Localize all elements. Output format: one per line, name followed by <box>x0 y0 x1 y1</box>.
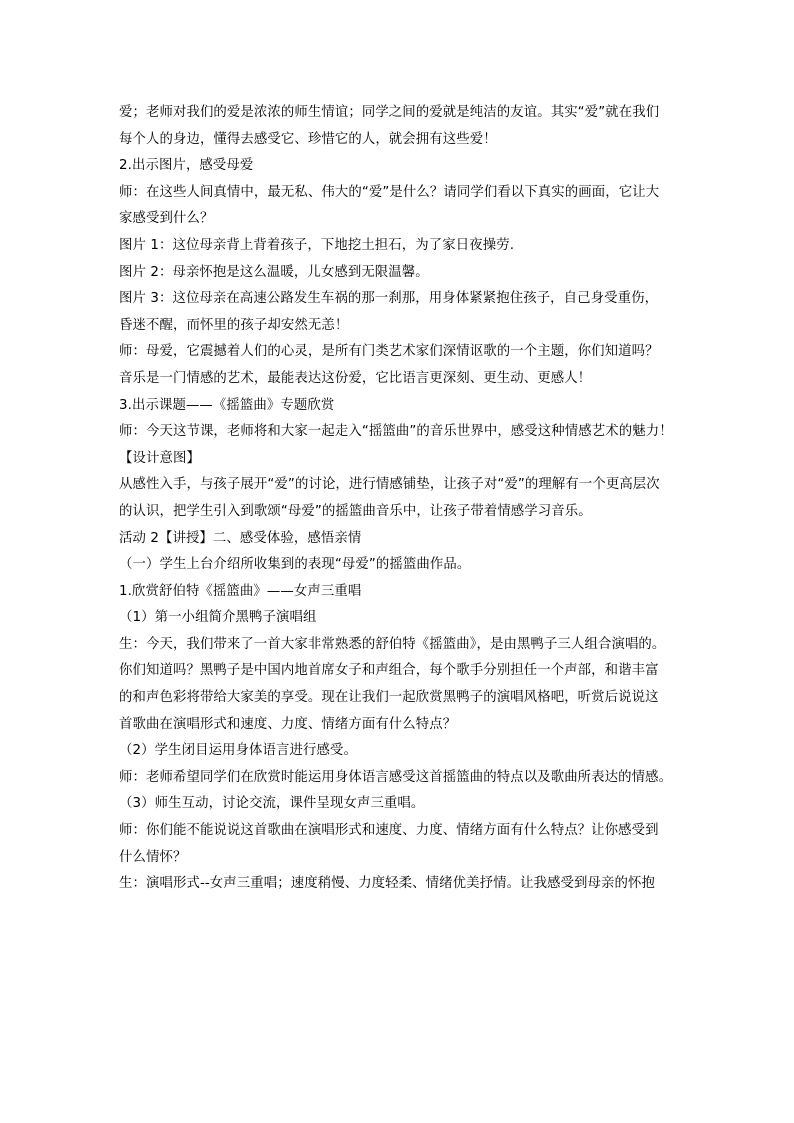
text-line: 图片 2：母亲怀抱是这么温暖，儿女感到无限温馨。 <box>119 264 429 280</box>
text-line: 师：在这些人间真情中，最无私、伟大的“爱”是什么？请同学们看以下真实的画面，它让大 <box>119 184 660 200</box>
text-line: （3）师生互动，讨论交流，课件呈现女声三重唱。 <box>119 796 425 812</box>
text-line: 师：你们能不能说说这首歌曲在演唱形式和速度、力度、情绪方面有什么特点？让你感受到 <box>119 823 659 839</box>
document-page <box>119 100 679 898</box>
text-line: 你们知道吗？黑鸭子是中国内地首席女子和声组合，每个歌手分别担任一个声部，和谐丰富 <box>119 663 659 679</box>
text-line: 家感受到什么？ <box>119 211 214 227</box>
text-line: 生：今天，我们带来了一首大家非常熟悉的舒伯特《摇篮曲》，是由黑鸭子三人组合演唱的。 <box>119 636 666 652</box>
section-heading: 活动 2【讲授】二、感受体验，感悟亲情 <box>119 530 362 546</box>
section-heading: 1.欣赏舒伯特《摇篮曲》——女声三重唱 <box>119 583 362 599</box>
text-line: 的认识，把学生引入到歌颂“母爱”的摇篮曲音乐中，让孩子带着情感学习音乐。 <box>119 503 592 519</box>
text-line: 生：演唱形式--女声三重唱；速度稍慢、力度轻柔、情绪优美抒情。让我感受到母亲的怀抱 <box>119 876 655 892</box>
section-heading: 3.出示课题——《摇篮曲》专题欣赏 <box>119 397 335 413</box>
text-line: 图片 3：这位母亲在高速公路发生车祸的那一刹那，用身体紧紧抱住孩子，自己身受重伤， <box>119 291 659 307</box>
text-line: 师：今天这节课，老师将和大家一起走入“摇篮曲”的音乐世界中，感受这种情感艺术的魅力！ <box>119 424 673 440</box>
text-line: 从感性入手，与孩子展开“爱”的讨论，进行情感铺垫，让孩子对“爱”的理解有一个更高层次 <box>119 477 660 493</box>
text-line: 师：母爱，它震撼着人们的心灵，是所有门类艺术家们深情讴歌的一个主题，你们知道吗？ <box>119 344 659 360</box>
text-line: （1）第一小组简介黑鸭子演唱组 <box>119 610 317 626</box>
text-line: （一）学生上台介绍所收集到的表现“母爱”的摇篮曲作品。 <box>119 557 471 573</box>
text-line: 的和声色彩将带给大家美的享受。现在让我们一起欣赏黑鸭子的演唱风格吧，听赏后说说这 <box>119 690 659 706</box>
text-line: 音乐是一门情感的艺术，最能表达这份爱，它比语言更深刻、更生动、更感人！ <box>119 370 592 386</box>
text-line: 图片 1：这位母亲背上背着孩子，下地挖土担石，为了家日夜操劳. <box>119 237 515 253</box>
text-line: （2）学生闭目运用身体语言进行感受。 <box>119 743 357 759</box>
text-line: 什么情怀？ <box>119 849 187 865</box>
text-line: 昏迷不醒，而怀里的孩子却安然无恙！ <box>119 317 349 333</box>
text-line: 师：老师希望同学们在欣赏时能运用身体语言感受这首摇篮曲的特点以及歌曲所表达的情感。 <box>119 769 673 785</box>
text-line: 首歌曲在演唱形式和速度、力度、情绪方面有什么特点？ <box>119 716 457 732</box>
text-line: 每个人的身边，懂得去感受它、珍惜它的人，就会拥有这些爱！ <box>119 131 497 147</box>
section-heading: 2.出示图片，感受母爱 <box>119 158 254 174</box>
section-heading: 【设计意图】 <box>119 450 200 466</box>
text-line: 爱；老师对我们的爱是浓浓的师生情谊；同学之间的爱就是纯洁的友谊。其实“爱”就在我们 <box>119 105 660 120</box>
